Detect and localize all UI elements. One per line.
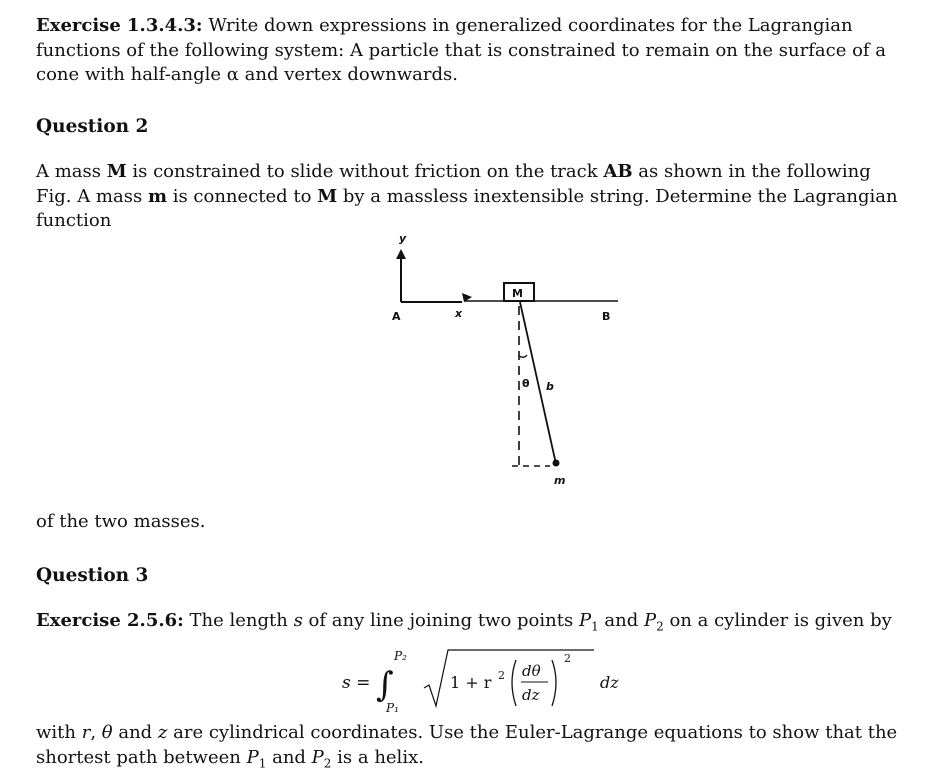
ex3-text-4: on a cylinder is given by <box>663 610 892 631</box>
question-3-heading: Question 3 <box>36 565 149 586</box>
ex3-var-P1: P <box>578 610 592 631</box>
point-B-label: B <box>602 310 611 323</box>
q2-text-2: is constrained to slide without friction on the track <box>126 161 604 182</box>
derivative-denominator: dz <box>522 686 540 704</box>
question-2-continuation: of the two masses. <box>36 511 206 532</box>
q2-mass-m: m <box>147 185 167 207</box>
ex3b-var-z: z <box>157 722 168 743</box>
exercise-1-label: Exercise 1.3.4.3: <box>36 15 203 36</box>
q2-track-AB: AB <box>603 161 633 182</box>
integral-lower-limit: P₁ <box>386 701 399 715</box>
ex3b-var-P2: P <box>311 746 324 768</box>
y-axis-arrowhead <box>396 249 406 259</box>
ex3b-var-P1: P <box>246 746 259 768</box>
integral-sign: ∫ <box>376 665 394 705</box>
ex3b-text-1: with <box>36 722 82 743</box>
ex3-text-3: and <box>598 610 644 631</box>
ex3b-sub-2: 2 <box>323 756 332 771</box>
question-2-paragraph <box>36 160 902 234</box>
equation-dz: dz <box>600 673 619 692</box>
ex3b-var-theta: θ <box>101 722 113 743</box>
exercise-1-text: Write down expressions in generalized coordinates for the Lagrangian functions of the following system: A particle that is constrained to remain on the surface of a cone with half-angle α and vertex downwards. <box>36 15 887 85</box>
squared-exponent: 2 <box>564 652 571 665</box>
ex3-text-2: of any line joining two points <box>302 610 579 631</box>
q2-mass-M: M <box>106 161 127 182</box>
theta-arc <box>519 355 527 357</box>
ex3-text-1: The length <box>189 610 294 631</box>
r-squared-exponent: 2 <box>498 669 505 682</box>
y-axis-label: y <box>399 232 407 245</box>
q2-text-4: is connected to <box>166 185 318 207</box>
theta-label: θ <box>522 377 530 390</box>
ex3-var-P2: P <box>644 610 657 631</box>
question-2-heading: Question 2 <box>36 116 149 137</box>
mass-M-label: M <box>512 287 523 300</box>
derivative-numerator: dθ <box>522 662 541 680</box>
q2-mass-M-2: M <box>317 185 338 207</box>
ex3b-var-r: r <box>81 722 91 743</box>
exercise-1-paragraph <box>36 14 902 88</box>
exercise-2-5-6-paragraph <box>36 609 902 639</box>
right-paren <box>552 660 556 706</box>
ex3b-text-2: , <box>90 722 102 743</box>
string-length-label: b <box>546 380 554 393</box>
ex3-sub-1: 1 <box>591 619 599 634</box>
exercise-2-5-6-label: Exercise 2.5.6: <box>36 610 184 631</box>
pendulum-track-figure <box>344 226 624 496</box>
ex3b-text-4: are cylindrical coordinates. Use the Euler-Lagrange equations to show that the shortest path between <box>36 722 898 768</box>
q2-text-5: by a massless inextensible string. Determine the Lagrangian function <box>36 185 898 231</box>
q2-text-1: A mass <box>36 161 107 182</box>
left-paren <box>512 660 516 706</box>
integral-upper-limit: P₂ <box>394 649 407 663</box>
ex3b-sub-1: 1 <box>258 756 267 771</box>
one-plus-r: 1 + r <box>450 673 492 692</box>
x-axis-label: x <box>455 307 463 320</box>
exercise-2-5-6-continuation <box>36 721 902 776</box>
ex3b-text-6: is a helix. <box>331 746 424 768</box>
ex3b-text-3: and <box>112 722 158 743</box>
ex3-sub-2: 2 <box>656 619 664 634</box>
equation-lhs: s = <box>342 673 371 693</box>
q2-text-3: as shown in the following Fig. A mass <box>36 161 871 207</box>
ex3b-text-5: and <box>266 746 312 768</box>
mass-m-dot <box>553 460 560 467</box>
ex3-var-s: s <box>293 610 303 631</box>
mass-m-label: m <box>554 474 566 487</box>
point-A-label: A <box>392 310 401 323</box>
arc-length-equation <box>338 644 628 720</box>
